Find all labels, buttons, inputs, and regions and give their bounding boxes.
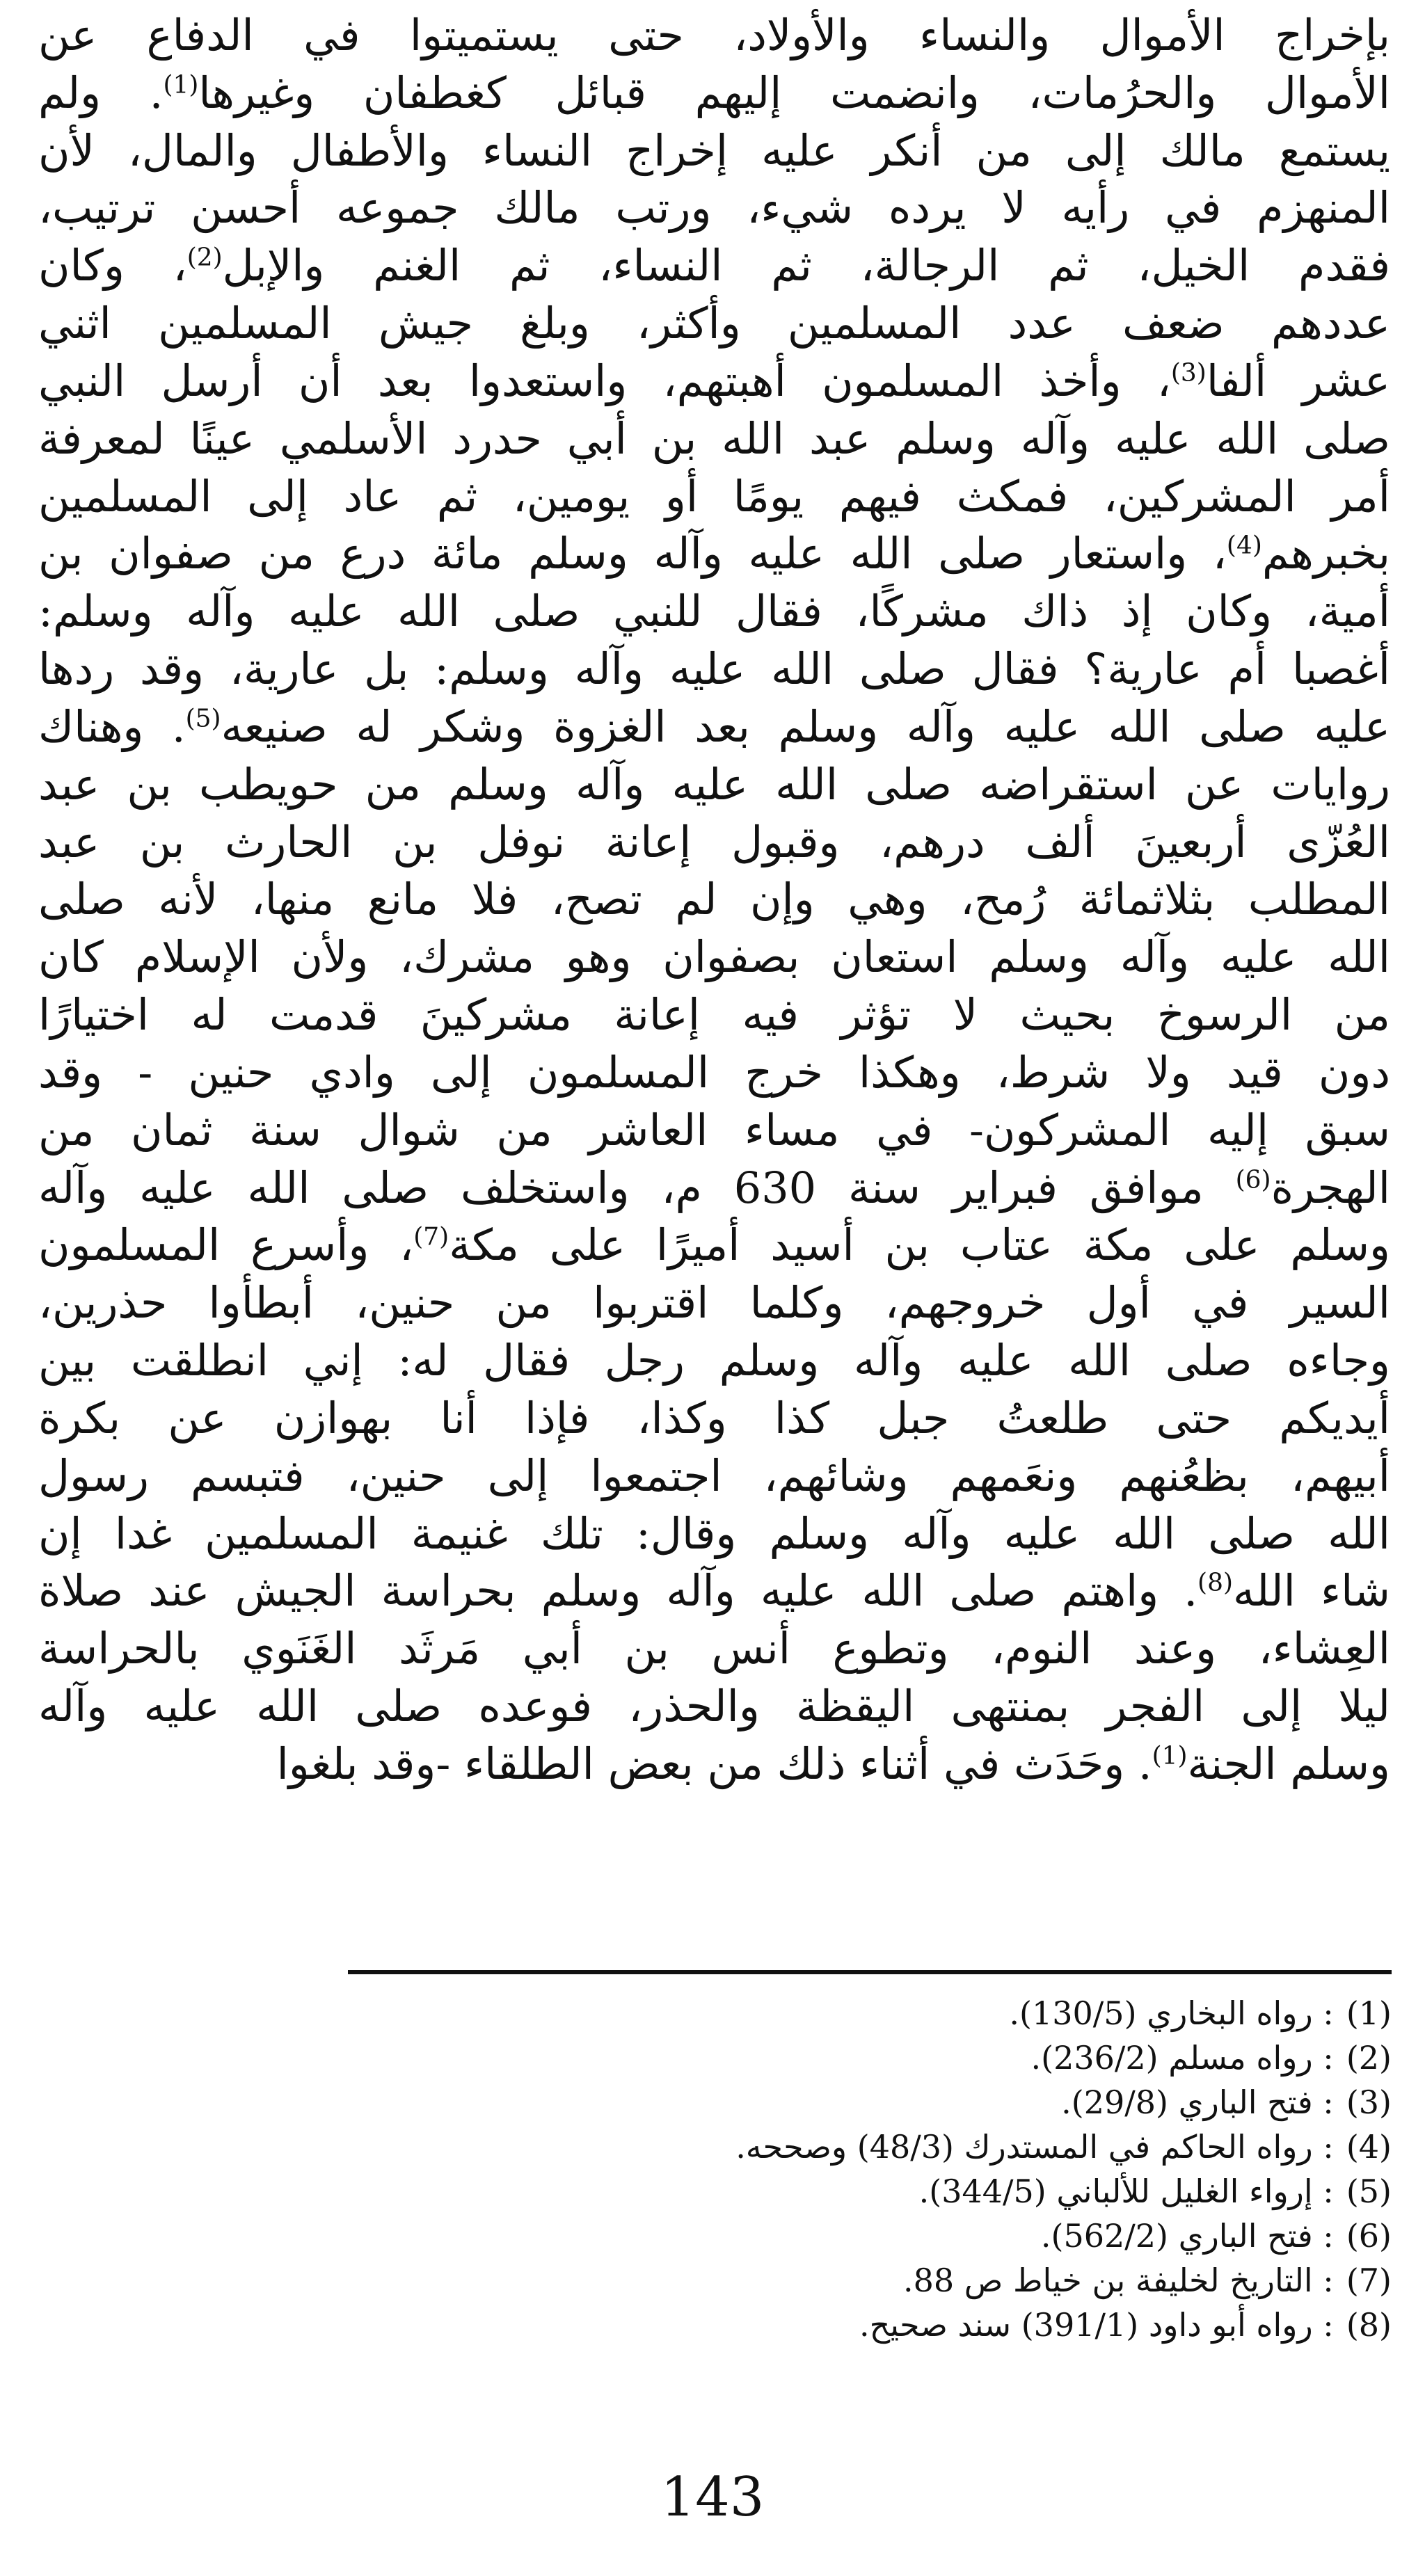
footnote-item [348, 2080, 1392, 2125]
body-line: وجاءه صلى الله عليه وآله وسلم رجل فقال له: إني انطلقت بين [38, 1335, 1390, 1386]
footnote-number: (1) [1346, 1994, 1392, 2032]
footnote-separator [348, 1970, 1392, 1974]
body-line: بخبرهم$^{(4)}$، واستعار صلى الله عليه وآله وسلم مائة درع من صفوان بن [38, 528, 1390, 579]
body-line: ليلا إلى الفجر بمنتهى اليقظة والحذر، فوعده صلى الله عليه وآله [38, 1681, 1390, 1732]
page-number: 143 [660, 2466, 765, 2529]
body-line: فقدم الخيل، ثم الرجالة، ثم النساء، ثم الغنم والإبل$^{(2)}$، وكان [38, 240, 1390, 291]
body-line: أغصبا أم عارية؟ فقال صلى الله عليه وآله وسلم: بل عارية، وقد ردها [38, 643, 1390, 695]
body-line: أمر المشركين، فمكث فيهم يومًا أو يومين، ثم عاد إلى المسلمين [38, 470, 1390, 522]
footnote-text: : رواه الحاكم في المستدرك (48/3) وصححه. [735, 2128, 1334, 2166]
footnote-item [348, 2214, 1392, 2258]
footnote-ref: (4) [1226, 531, 1262, 560]
footnote-text: : رواه أبو داود (391/1) سند صحيح. [859, 2306, 1334, 2344]
footnote-item [348, 2258, 1392, 2303]
body-line: الله عليه وآله وسلم استعان بصفوان وهو مشرك، ولأن الإسلام كان [38, 931, 1390, 983]
body-line: أمية، وكان إذ ذاك مشركًا، فقال للنبي صلى الله عليه وآله وسلم: [38, 586, 1390, 637]
footnote-ref: (8) [1197, 1568, 1233, 1597]
body-line: يستمع مالك إلى من أنكر عليه إخراج النساء والأطفال والمال، لأن [38, 125, 1390, 176]
body-line: وسلم على مكة عتاب بن أسيد أميرًا على مكة$^{(7)}$، وأسرع المسلمون [38, 1219, 1390, 1271]
body-text [38, 7, 1390, 1928]
footnote-text: : فتح الباري (29/8). [1061, 2083, 1334, 2121]
body-line: بإخراج الأموال والنساء والأولاد، حتى يستميتوا في الدفاع عن [38, 10, 1390, 61]
footnote-text: : إرواء الغليل للألباني (344/5). [918, 2173, 1334, 2210]
footnote-number: (6) [1346, 2217, 1392, 2255]
footnote-ref: (2) [186, 243, 223, 272]
body-line: المطلب بثلاثمائة رُمح، وهي وإن لم تصح، فلا مانع منها، لأنه صلى [38, 874, 1390, 925]
body-line: أبيهم، بظعُنهم ونعَمهم وشائهم، اجتمعوا إلى حنين، فتبسم رسول [38, 1450, 1390, 1501]
footnote-item [348, 1991, 1392, 2035]
footnote-item [348, 2169, 1392, 2214]
body-line: شاء الله$^{(8)}$. واهتم صلى الله عليه وآله وسلم بحراسة الجيش عند صلاة [38, 1565, 1390, 1617]
footnote-text: : التاريخ لخليفة بن خياط ص 88. [902, 2262, 1334, 2299]
footnote-ref: (5) [185, 704, 221, 733]
footnote-item [348, 2035, 1392, 2080]
footnote-number: (8) [1346, 2306, 1392, 2344]
body-line: الهجرة$^{(6)}$ موافق فبراير سنة 630 م، واستخلف صلى الله عليه وآله [38, 1162, 1390, 1213]
body-line: سبق إليه المشركون- في مساء العاشر من شوال سنة ثمان من [38, 1104, 1390, 1155]
footnote-ref: (7) [413, 1222, 449, 1251]
footnote-number: (3) [1346, 2083, 1392, 2121]
body-line: عددهم ضعف عدد المسلمين وأكثر، وبلغ جيش المسلمين اثني [38, 298, 1390, 349]
body-line: السير في أول خروجهم، وكلما اقتربوا من حنين، أبطأوا حذرين، [38, 1277, 1390, 1329]
body-line: عشر ألفا$^{(3)}$، وأخذ المسلمون أهبتهم، واستعدوا بعد أن أرسل النبي [38, 355, 1390, 406]
footnote-number: (7) [1346, 2262, 1392, 2299]
footnote-ref: (1) [163, 70, 199, 99]
footnotes [348, 1991, 1392, 2347]
footnote-text: : فتح الباري (562/2). [1040, 2217, 1334, 2255]
footnote-number: (4) [1346, 2128, 1392, 2166]
footnote-item [348, 2125, 1392, 2169]
footnote-ref: (3) [1170, 358, 1207, 387]
body-line: المنهزم في رأيه لا يرده شيء، ورتب مالك جموعه أحسن ترتيب، [38, 182, 1390, 234]
body-line: روايات عن استقراضه صلى الله عليه وآله وسلم من حويطب بن عبد [38, 758, 1390, 810]
body-line: العُزّى أربعينَ ألف درهم، وقبول إعانة نوفل بن الحارث بن عبد [38, 816, 1390, 867]
body-line: أيديكم حتى طلعتُ جبل كذا وكذا، فإذا أنا بهوازن عن بكرة [38, 1392, 1390, 1443]
body-line: من الرسوخ بحيث لا تؤثر فيه إعانة مشركينَ قدمت له اختيارًا [38, 989, 1390, 1041]
body-line: الأموال والحرُمات، وانضمت إليهم قبائل كغطفان وغيرها$^{(1)}$. ولم [38, 67, 1390, 118]
footnote-ref: (6) [1235, 1165, 1271, 1194]
footnote-ref: (1) [1152, 1741, 1188, 1770]
footnote-number: (2) [1346, 2039, 1392, 2077]
body-line: وسلم الجنة$^{(1)}$. وحَدَث في أثناء ذلك من بعض الطلقاء -وقد بلغوا [276, 1738, 1390, 1789]
body-line: صلى الله عليه وآله وسلم عبد الله بن أبي حدرد الأسلمي عينًا لمعرفة [38, 413, 1390, 464]
footnote-number: (5) [1346, 2173, 1392, 2210]
body-line: الله صلى الله عليه وآله وسلم وقال: تلك غنيمة المسلمين غدا إن [38, 1507, 1390, 1559]
footnote-text: : رواه مسلم (236/2). [1030, 2039, 1334, 2077]
footnote-text: : رواه البخاري (130/5). [1009, 1994, 1334, 2032]
body-line: عليه صلى الله عليه وآله وسلم بعد الغزوة وشكر له صنيعه$^{(5)}$. وهناك [38, 701, 1390, 752]
footnote-item [348, 2303, 1392, 2347]
body-line: دون قيد ولا شرط، وهكذا خرج المسلمون إلى وادي حنين - وقد [38, 1046, 1390, 1098]
body-line: العِشاء، وعند النوم، وتطوع أنس بن أبي مَرثَد الغَنَوي بالحراسة [38, 1623, 1390, 1674]
